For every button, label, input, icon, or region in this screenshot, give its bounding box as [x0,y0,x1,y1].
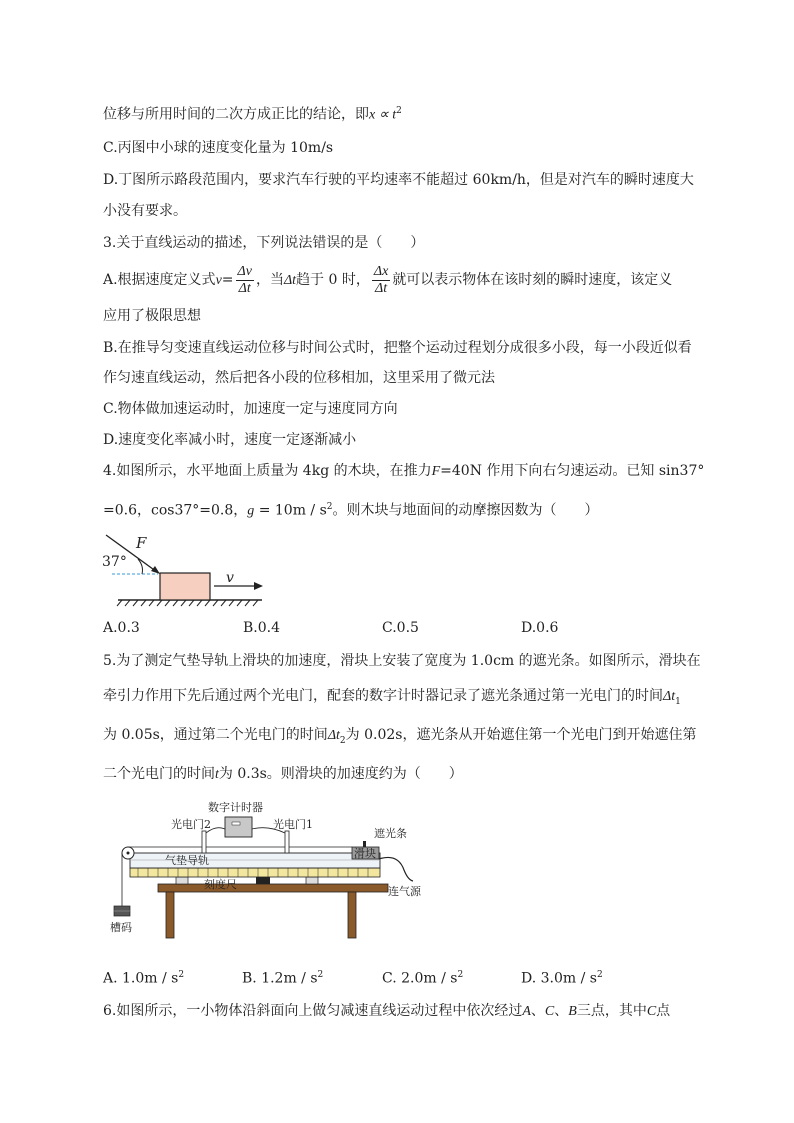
photogate-1 [285,831,289,853]
q4-option-d: D.0.6 [521,620,559,636]
slider-label: 滑块 [354,847,376,860]
q5-stem-line4: 二个光电门的时间t为 0.3s。则滑块的加速度约为（ ） [103,766,463,782]
q4-stem-line2: =0.6，cos37°=0.8，$g = 10m / s^2$。则木块与地面间的动摩擦因数为（ ） [103,502,599,519]
q4-option-c: C.0.5 [382,620,419,636]
photogate-2 [202,831,206,853]
q5-option-c: C. $2.0m / s^2$ [382,970,464,987]
wooden-block [160,573,210,600]
velocity-definition-fraction: $\frac{\Delta v}{\Delta t}$ [237,263,252,296]
q3-option-b-line2: 作匀速直线运动，然后把各小段的位移相加，这里采用了微元法 [103,370,495,386]
q5-stem-line2: 牵引力作用下先后通过两个光电门，配套的数字计时器记录了遮光条通过第一光电门的时间$\Delta t_1$ [103,688,681,707]
q4-option-a: A.0.3 [103,620,140,636]
q5-option-a: A. $1.0m / s^2$ [103,970,185,987]
q3-option-d: D.速度变化率减小时，速度一定逐渐减小 [103,432,357,448]
force-label: F [136,534,147,552]
q6-stem: 6.如图所示，一小物体沿斜面向上做匀减速直线运动过程中依次经过A、C、B三点，其中C点 [103,1003,671,1019]
displacement-fraction: $\frac{\Delta x}{\Delta t}$ [373,263,389,296]
prev-option-d-line1: D.丁图所示路段范围内，要求汽车行驶的平均速率不能超过 60km/h，但是对汽车的瞬时速度大 [103,172,694,188]
q4-stem-line1: 4.如图所示，水平地面上质量为 4kg 的木块，在推力F=40N 作用下向右匀速运动。已知 sin37° [103,463,705,479]
q3-option-a-line2: 应用了极限思想 [103,308,201,324]
gate2-label: 光电门2 [171,818,211,831]
angle-label: 37° [102,554,127,570]
q3-option-c: C.物体做加速运动时，加速度一定与速度同方向 [103,401,398,417]
prev-line-1: 位移与所用时间的二次方成正比的结论，即$x \propto t^2$ [103,106,402,123]
q5-stem-line1: 5.为了测定气垫导轨上滑块的加速度，滑块上安装了宽度为 1.0cm 的遮光条。如图所示，滑块在 [103,653,701,669]
proportional-formula: x ∝ t [369,107,397,123]
q5-air-track-figure [108,795,438,940]
q5-stem-line3: 为 0.05s，通过第二个光电门的时间$\Delta t_2$为 0.02s，遮光条从开始遮住第一个光电门到开始遮住第 [103,727,697,746]
lab-table [158,884,388,892]
q5-option-d: D. $3.0m / s^2$ [521,970,603,987]
air-source-label: 连气源 [388,885,421,898]
digital-timer [225,817,252,837]
q4-block-figure [100,530,280,610]
velocity-label: v [226,570,234,586]
weight-label: 槽码 [110,921,132,934]
q3-stem: 3.关于直线运动的描述，下列说法错误的是（ ） [103,235,425,251]
scale-label: 刻度尺 [204,878,237,891]
ruler [130,868,380,877]
timer-label: 数字计时器 [208,801,263,814]
shade-label: 遮光条 [374,827,407,840]
q5-option-b: B. $1.2m / s^2$ [242,970,324,987]
q3-option-a-line1: A.根据速度定义式v= $\frac{\Delta v}{\Delta t}$ ，当Δt趋于 0 时， $\frac{\Delta x}{\Delta t}$ 就可以表示物体在该时刻的瞬时速度，该定义 [103,263,673,296]
prev-option-d-line2: 小没有要求。 [103,203,187,219]
gate1-label: 光电门1 [273,818,313,831]
prev-option-c: C.丙图中小球的速度变化量为 10m/s [103,140,334,156]
q4-option-b: B.0.4 [243,620,281,636]
track-label: 气垫导轨 [165,854,209,867]
q3-option-b-line1: B.在推导匀变速直线运动位移与时间公式时，把整个运动过程划分成很多小段，每一小段近似看 [103,340,692,356]
